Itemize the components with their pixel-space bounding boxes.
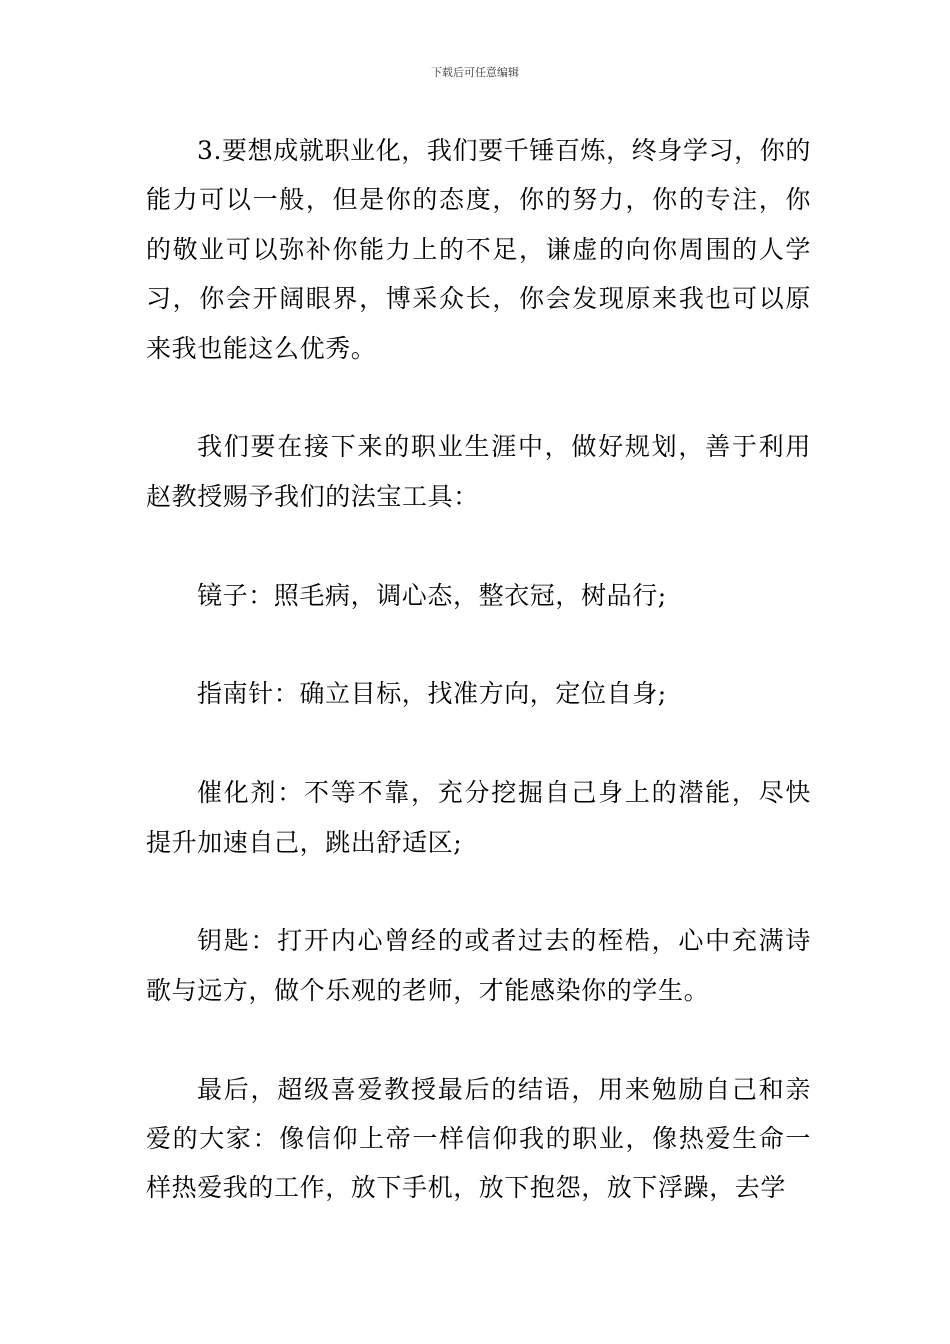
paragraph-career-planning: 我们要在接下来的职业生涯中，做好规划，善于利用赵教授赐予我们的法宝工具： [146, 432, 811, 511]
paragraph-spacer [146, 1015, 811, 1064]
document-body [146, 126, 811, 1213]
paragraph-closing: 最后，超级喜爱教授最后的结语，用来勉励自己和亲爱的大家：像信仰上帝一样信仰我的职业，像热爱生命一样热爱我的工作，放下手机，放下抱怨，放下浮躁，去学 [146, 1074, 811, 1203]
header-note: 下载后可任意编辑 [431, 66, 519, 79]
paragraph-spacer [146, 373, 811, 422]
paragraph-catalyst: 催化剂：不等不靠，充分挖掘自己身上的潜能，尽快提升加速自己，跳出舒适区; [146, 778, 811, 857]
paragraph-spacer [146, 521, 811, 570]
paragraph-professionalism: 3.要想成就职业化，我们要千锤百炼，终身学习，你的能力可以一般，但是你的态度，你的努力，你的专注，你的敬业可以弥补你能力上的不足，谦虚的向你周围的人学习，你会开阔眼界，博采众长，你会发现原来我也可以原来我也能这么优秀。 [146, 136, 811, 363]
paragraph-spacer [146, 620, 811, 669]
paragraph-spacer [146, 867, 811, 916]
paragraph-mirror: 镜子：照毛病，调心态，整衣冠，树品行; [197, 580, 667, 610]
paragraph-key: 钥匙：打开内心曾经的或者过去的桎梏，心中充满诗歌与远方，做个乐观的老师，才能感染你的学生。 [146, 926, 811, 1005]
paragraph-compass: 指南针：确立目标，找准方向，定位自身; [197, 679, 667, 709]
paragraph-spacer [146, 719, 811, 768]
